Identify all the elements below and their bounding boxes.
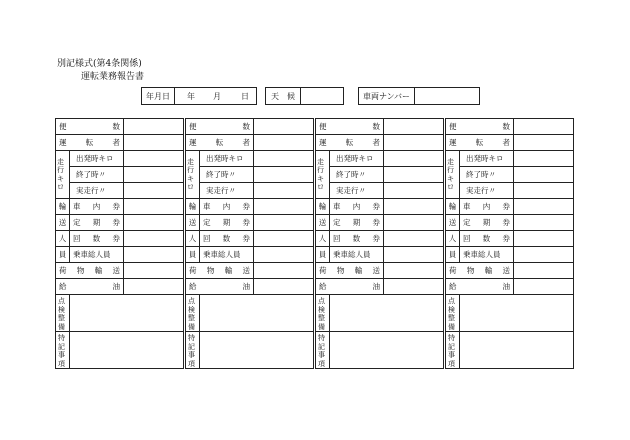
rin-label-1: 輪 xyxy=(56,199,70,215)
date-field[interactable] xyxy=(175,88,257,105)
grid-row xyxy=(56,263,574,279)
end-km-value-1[interactable] xyxy=(124,167,184,183)
start-km-value-4[interactable] xyxy=(514,151,574,167)
refuel-value-3[interactable] xyxy=(384,279,444,295)
month-label: 月 xyxy=(213,91,221,101)
start-km-label-1: 出発時キロ xyxy=(70,151,124,167)
cargo-label-1: 荷 物 輸 送 xyxy=(56,263,124,279)
refuel-label-3: 給 油 xyxy=(316,279,384,295)
end-km-value-2[interactable] xyxy=(254,167,314,183)
in-car-ticket-value-3[interactable] xyxy=(384,199,444,215)
so-label-1: 送 xyxy=(56,215,70,231)
commuter-pass-label-3: 定 期 券 xyxy=(330,215,384,231)
refuel-value-1[interactable] xyxy=(124,279,184,295)
refuel-label-2: 給 油 xyxy=(186,279,254,295)
coupon-ticket-value-4[interactable] xyxy=(514,231,574,247)
actual-km-value-4[interactable] xyxy=(514,183,574,199)
bin-label-2: 便 数 xyxy=(186,119,254,135)
run-km-group-label-2: 走行キロ xyxy=(186,151,200,199)
remarks-value-2[interactable] xyxy=(200,332,314,369)
end-km-value-4[interactable] xyxy=(514,167,574,183)
bin-value-3[interactable] xyxy=(384,119,444,135)
end-km-label-1: 終了時〃 xyxy=(70,167,124,183)
grid-row xyxy=(56,295,574,332)
vehicle-label: 車両ナンバー xyxy=(359,88,415,105)
rin-label-3: 輪 xyxy=(316,199,330,215)
remarks-label-1: 特記事項 xyxy=(56,332,70,369)
inspection-value-2[interactable] xyxy=(200,295,314,332)
driver-label-4: 運 転 者 xyxy=(446,135,514,151)
run-km-group-label-3: 走行キロ xyxy=(316,151,330,199)
end-km-value-3[interactable] xyxy=(384,167,444,183)
start-km-label-4: 出発時キロ xyxy=(460,151,514,167)
remarks-label-4: 特記事項 xyxy=(446,332,460,369)
coupon-ticket-label-1: 回 数 券 xyxy=(70,231,124,247)
grid-row xyxy=(56,247,574,263)
actual-km-value-1[interactable] xyxy=(124,183,184,199)
in-label-4: 員 xyxy=(446,247,460,263)
inspection-value-3[interactable] xyxy=(330,295,444,332)
remarks-value-1[interactable] xyxy=(70,332,184,369)
nin-label-2: 人 xyxy=(186,231,200,247)
form-caption: 別記様式(第4条関係) xyxy=(57,59,142,69)
grid-row xyxy=(56,119,574,135)
grid-row xyxy=(56,231,574,247)
inspection-label-3: 点検整備 xyxy=(316,295,330,332)
cargo-value-2[interactable] xyxy=(254,263,314,279)
end-km-label-4: 終了時〃 xyxy=(460,167,514,183)
bin-value-1[interactable] xyxy=(124,119,184,135)
column-gap xyxy=(184,183,186,199)
in-car-ticket-value-2[interactable] xyxy=(254,199,314,215)
inspection-value-4[interactable] xyxy=(460,295,574,332)
commuter-pass-label-2: 定 期 券 xyxy=(200,215,254,231)
date-box xyxy=(141,87,257,105)
run-km-group-label-4: 走行キロ xyxy=(446,151,460,199)
rin-label-2: 輪 xyxy=(186,199,200,215)
grid-row xyxy=(56,167,574,183)
grid-row xyxy=(56,332,574,369)
grid-row xyxy=(56,215,574,231)
column-gap xyxy=(184,167,186,183)
driver-value-2[interactable] xyxy=(254,135,314,151)
actual-km-label-4: 実走行〃 xyxy=(460,183,514,199)
in-car-ticket-value-4[interactable] xyxy=(514,199,574,215)
in-car-ticket-label-1: 車 内 券 xyxy=(70,199,124,215)
remarks-label-2: 特記事項 xyxy=(186,332,200,369)
so-label-3: 送 xyxy=(316,215,330,231)
total-passengers-value-4[interactable] xyxy=(514,247,574,263)
coupon-ticket-label-2: 回 数 券 xyxy=(200,231,254,247)
coupon-ticket-value-1[interactable] xyxy=(124,231,184,247)
grid-row xyxy=(56,135,574,151)
in-label-2: 員 xyxy=(186,247,200,263)
remarks-label-3: 特記事項 xyxy=(316,332,330,369)
in-label-1: 員 xyxy=(56,247,70,263)
commuter-pass-value-2[interactable] xyxy=(254,215,314,231)
run-km-group-label-1: 走行キロ xyxy=(56,151,70,199)
total-passengers-value-1[interactable] xyxy=(124,247,184,263)
bin-label-1: 便 数 xyxy=(56,119,124,135)
in-car-ticket-label-3: 車 内 券 xyxy=(330,199,384,215)
bin-label-3: 便 数 xyxy=(316,119,384,135)
bin-value-2[interactable] xyxy=(254,119,314,135)
cargo-label-4: 荷 物 輸 送 xyxy=(446,263,514,279)
form-title: 運転業務報告書 xyxy=(81,72,145,82)
so-label-4: 送 xyxy=(446,215,460,231)
rin-label-4: 輪 xyxy=(446,199,460,215)
actual-km-label-2: 実走行〃 xyxy=(200,183,254,199)
start-km-value-3[interactable] xyxy=(384,151,444,167)
coupon-ticket-label-4: 回 数 券 xyxy=(460,231,514,247)
weather-label: 天 候 xyxy=(266,88,301,105)
in-car-ticket-value-1[interactable] xyxy=(124,199,184,215)
commuter-pass-value-1[interactable] xyxy=(124,215,184,231)
end-km-label-2: 終了時〃 xyxy=(200,167,254,183)
cargo-value-3[interactable] xyxy=(384,263,444,279)
remarks-value-3[interactable] xyxy=(330,332,444,369)
grid-row xyxy=(56,279,574,295)
vehicle-box xyxy=(358,87,480,105)
year-label: 年 xyxy=(187,91,195,101)
refuel-label-4: 給 油 xyxy=(446,279,514,295)
actual-km-value-2[interactable] xyxy=(254,183,314,199)
refuel-label-1: 給 油 xyxy=(56,279,124,295)
remarks-value-4[interactable] xyxy=(460,332,574,369)
start-km-value-2[interactable] xyxy=(254,151,314,167)
bin-label-4: 便 数 xyxy=(446,119,514,135)
commuter-pass-value-3[interactable] xyxy=(384,215,444,231)
column-gap xyxy=(444,183,446,199)
total-passengers-label-4: 乗車総人員 xyxy=(460,247,514,263)
driver-label-1: 運 転 者 xyxy=(56,135,124,151)
grid-row xyxy=(56,151,574,167)
in-car-ticket-label-4: 車 内 券 xyxy=(460,199,514,215)
cargo-label-3: 荷 物 輸 送 xyxy=(316,263,384,279)
nin-label-4: 人 xyxy=(446,231,460,247)
commuter-pass-label-4: 定 期 券 xyxy=(460,215,514,231)
total-passengers-value-3[interactable] xyxy=(384,247,444,263)
nin-label-3: 人 xyxy=(316,231,330,247)
so-label-2: 送 xyxy=(186,215,200,231)
inspection-label-1: 点検整備 xyxy=(56,295,70,332)
nin-label-1: 人 xyxy=(56,231,70,247)
start-km-label-2: 出発時キロ xyxy=(200,151,254,167)
refuel-value-2[interactable] xyxy=(254,279,314,295)
total-passengers-label-3: 乗車総人員 xyxy=(330,247,384,263)
driver-value-1[interactable] xyxy=(124,135,184,151)
actual-km-value-3[interactable] xyxy=(384,183,444,199)
commuter-pass-value-4[interactable] xyxy=(514,215,574,231)
inspection-label-2: 点検整備 xyxy=(186,295,200,332)
cargo-value-4[interactable] xyxy=(514,263,574,279)
in-car-ticket-label-2: 車 内 券 xyxy=(200,199,254,215)
cargo-value-1[interactable] xyxy=(124,263,184,279)
driver-value-3[interactable] xyxy=(384,135,444,151)
coupon-ticket-value-3[interactable] xyxy=(384,231,444,247)
grid-row xyxy=(56,183,574,199)
weather-box xyxy=(265,87,344,105)
grid-row xyxy=(56,199,574,215)
date-label: 年月日 xyxy=(142,88,175,105)
end-km-label-3: 終了時〃 xyxy=(330,167,384,183)
weather-field[interactable] xyxy=(301,88,344,105)
start-km-label-3: 出発時キロ xyxy=(330,151,384,167)
vehicle-field[interactable] xyxy=(415,88,480,105)
total-passengers-value-2[interactable] xyxy=(254,247,314,263)
actual-km-label-1: 実走行〃 xyxy=(70,183,124,199)
total-passengers-label-1: 乗車総人員 xyxy=(70,247,124,263)
driver-value-4[interactable] xyxy=(514,135,574,151)
day-label: 日 xyxy=(241,91,249,101)
coupon-ticket-value-2[interactable] xyxy=(254,231,314,247)
column-gap xyxy=(314,167,316,183)
coupon-ticket-label-3: 回 数 券 xyxy=(330,231,384,247)
report-grid xyxy=(55,118,574,369)
bin-value-4[interactable] xyxy=(514,119,574,135)
driver-label-3: 運 転 者 xyxy=(316,135,384,151)
actual-km-label-3: 実走行〃 xyxy=(330,183,384,199)
inspection-value-1[interactable] xyxy=(70,295,184,332)
commuter-pass-label-1: 定 期 券 xyxy=(70,215,124,231)
in-label-3: 員 xyxy=(316,247,330,263)
cargo-label-2: 荷 物 輸 送 xyxy=(186,263,254,279)
inspection-label-4: 点検整備 xyxy=(446,295,460,332)
total-passengers-label-2: 乗車総人員 xyxy=(200,247,254,263)
driver-label-2: 運 転 者 xyxy=(186,135,254,151)
start-km-value-1[interactable] xyxy=(124,151,184,167)
column-gap xyxy=(314,183,316,199)
column-gap xyxy=(444,167,446,183)
refuel-value-4[interactable] xyxy=(514,279,574,295)
